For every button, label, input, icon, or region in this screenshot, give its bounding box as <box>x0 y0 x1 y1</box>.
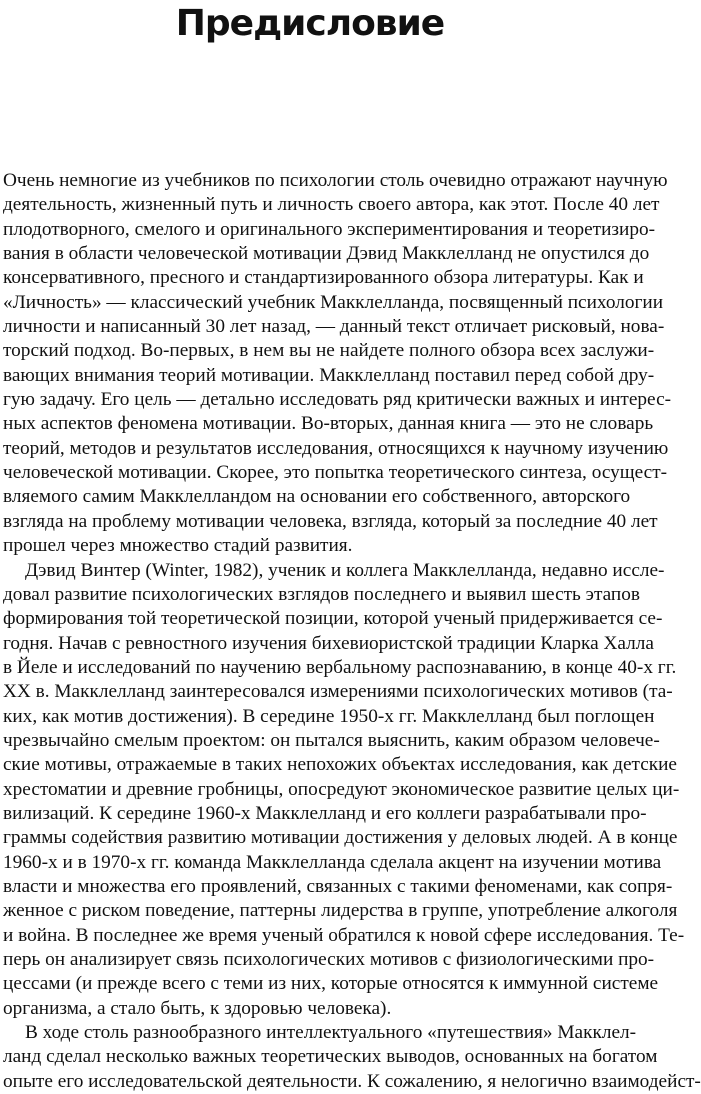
text-line: теорий, методов и результатов исследования, относящихся к научному изучению <box>3 437 669 459</box>
text-line: организма, а стало быть, к здоровью человека). <box>3 997 392 1019</box>
text-line: взгляда на проблему мотивации человека, взгляда, который за последние 40 лет <box>3 510 658 532</box>
text-line: «Личность» — классический учебник Макклелланда, посвященный психологии <box>3 291 664 313</box>
text-line: прошел через множество стадий развития. <box>3 535 353 557</box>
text-line: деятельность, жизненный путь и личность своего автора, как этот. После 40 лет <box>3 194 660 216</box>
paragraphs <box>3 169 701 1094</box>
text-line: цессами (и прежде всего с теми из них, которые относятся к иммунной системе <box>3 973 659 995</box>
text-line: вания в области человеческой мотивации Дэвид Макклелланд не опустился до <box>3 243 650 265</box>
text-line: В ходе столь разнообразного интеллектуального «путешествия» Макклел- <box>25 1022 637 1044</box>
text-line: личности и написанный 30 лет назад, — данный текст отличает рисковый, нова- <box>3 316 665 338</box>
text-line: формирования той теоретической позиции, которой ученый придерживается се- <box>3 608 663 630</box>
text-line: хрестоматии и древние гробницы, опосредуют экономическое развитие целых ци- <box>3 778 680 800</box>
text-line: граммы содействия развитию мотивации достижения у деловых людей. А в конце <box>3 827 678 849</box>
text-line: ных аспектов феномена мотивации. Во-вторых, данная книга — это не словарь <box>3 413 654 435</box>
text-line: торский подход. Во-первых, в нем вы не найдете полного обзора всех заслужи- <box>3 340 655 362</box>
text-line: консервативного, пресного и стандартизированного обзора литературы. Как и <box>3 267 644 289</box>
text-line: вилизаций. К середине 1960-х Макклелланд и его коллеги разрабатывали про- <box>3 802 647 824</box>
page-title: Предисловие <box>175 3 445 44</box>
text-line: годня. Начав с ревностного изучения бихевиористской традиции Кларка Халла <box>3 632 654 654</box>
text-line: плодотворного, смелого и оригинального экспериментирования и теоретизиро- <box>3 218 656 240</box>
text-line: вляемого самим Макклелландом на основании его собственного, авторского <box>3 486 631 508</box>
text-line: вающих внимания теорий мотивации. Макклелланд поставил перед собой дру- <box>3 364 655 386</box>
text-line: чрезвычайно смелым проектом: он пытался выяснить, каким образом человече- <box>3 729 660 751</box>
text-line: опыте его исследовательской деятельности. К сожалению, я нелогично взаимодейст- <box>3 1070 701 1092</box>
paragraph <box>3 169 672 559</box>
paragraph <box>3 1021 701 1094</box>
text-line: Дэвид Винтер (Winter, 1982), ученик и коллега Макклелланда, недавно иссле- <box>25 559 665 581</box>
text-line: ские мотивы, отражаемые в таких непохожих объектах исследования, как детские <box>3 754 677 776</box>
text-line: Очень немногие из учебников по психологии столь очевидно отражают научную <box>3 170 668 191</box>
paragraph <box>3 559 685 1022</box>
text-line: ких, как мотив достижения). В середине 1950-х гг. Макклелланд был поглощен <box>3 705 655 727</box>
text-line: 1960-х и в 1970-х гг. команда Макклелланда сделала акцент на изучении мотива <box>3 851 662 873</box>
body-text <box>3 169 701 1094</box>
text-line: человеческой мотивации. Скорее, это попытка теоретического синтеза, осущест- <box>3 462 668 484</box>
text-line: XX в. Макклелланд заинтересовался измерениями психологических мотивов (та- <box>3 681 673 703</box>
text-line: ланд сделал несколько важных теоретических выводов, основанных на богатом <box>3 1046 658 1068</box>
text-line: женное с риском поведение, паттерны лидерства в группе, употребление алкоголя <box>3 900 678 922</box>
text-line: в Йеле и исследований по научению вербальному распознаванию, в конце 40-х гг. <box>3 656 677 678</box>
text-line: власти и множества его проявлений, связанных с такими феноменами, как сопря- <box>3 875 673 897</box>
text-line: перь он анализирует связь психологических мотивов с физиологическими про- <box>3 949 655 970</box>
text-line: довал развитие психологических взглядов последнего и выявил шесть этапов <box>3 583 640 605</box>
text-line: и война. В последнее же время ученый обратился к новой сфере исследования. Те- <box>3 924 685 946</box>
text-line: гую задачу. Его цель — детально исследовать ряд критически важных и интерес- <box>3 389 672 411</box>
